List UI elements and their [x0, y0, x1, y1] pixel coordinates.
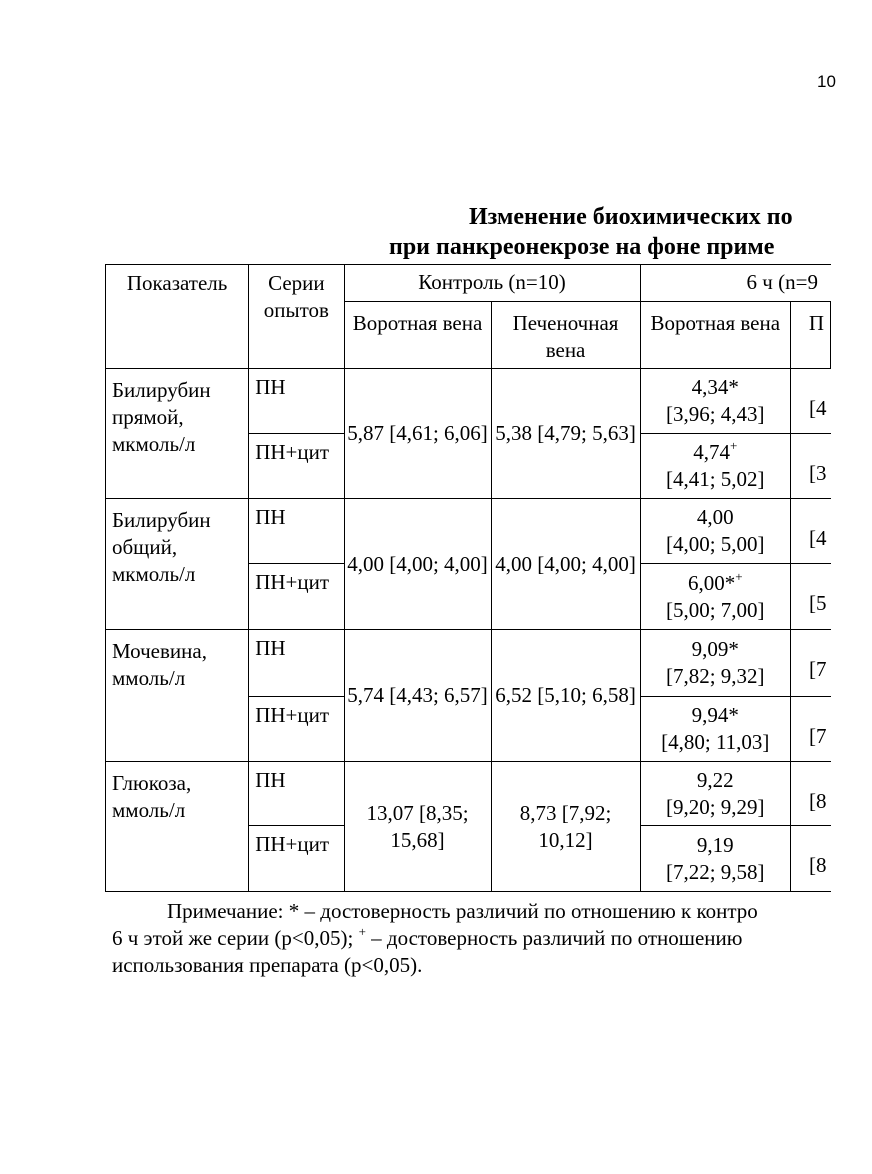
header-6h: 6 ч (n=9 [640, 265, 830, 302]
value: 9,19 [696, 832, 734, 857]
series-name: ПН [249, 630, 344, 697]
range: [4,43; 6,57] [389, 683, 488, 707]
indicator-cell: Билирубин прямой, мкмоль/л [106, 369, 249, 499]
value: 9,09* [691, 637, 739, 661]
6h-hepatic-value-clipped: [8 [791, 762, 831, 826]
range: [4,61; 6,06] [389, 421, 488, 445]
table-title-line-2: при панкреонекрозе на фоне приме [389, 234, 775, 260]
header-control: Контроль (n=10) [344, 265, 640, 302]
note-plus-symbol: + [358, 924, 366, 939]
6h-hepatic-value-clipped: [4 [791, 499, 831, 564]
page-number: 10 [817, 72, 836, 91]
indicator-cell: Глюкоза, ммоль/л [106, 762, 249, 892]
value: 9,22 [696, 767, 734, 792]
range: [4,00; 4,00] [389, 551, 488, 576]
note-line-3: использования препарата (p<0,05). [112, 953, 423, 977]
note-line-2 [112, 925, 872, 952]
6h-portal-value [640, 697, 790, 762]
control-portal-value [344, 499, 491, 630]
6h-portal-value [640, 762, 790, 826]
indicator-cell: Билирубин общий, мкмоль/л [106, 499, 249, 630]
range: [4,00; 4,00] [537, 551, 636, 576]
series-name: ПН [249, 369, 344, 434]
6h-portal-value [640, 434, 790, 499]
6h-hepatic-value-clipped: [7 [791, 630, 831, 697]
significance-plus: + [729, 438, 738, 453]
6h-hepatic-value-clipped: [5 [791, 564, 831, 630]
median: 6,52 [495, 683, 533, 707]
range: [5,00; 7,00] [665, 597, 765, 622]
series-name: ПН [249, 499, 344, 564]
range: [3,96; 4,43] [665, 402, 765, 426]
header-indicator: Показатель [106, 265, 249, 369]
median: 8,73 [519, 800, 557, 825]
6h-portal-value [640, 564, 790, 630]
series-name: ПН+цит [249, 564, 344, 630]
control-portal-value [344, 630, 491, 762]
note-line-1: Примечание: * – достоверность различий по отношению к контро [167, 899, 758, 923]
median: 5,74 [347, 683, 384, 707]
6h-portal-value [640, 499, 790, 564]
range: [7,82; 9,32] [665, 664, 765, 688]
median: 5,87 [347, 421, 384, 445]
6h-hepatic-value-clipped: [8 [791, 826, 831, 892]
control-hepatic-value [491, 762, 640, 892]
header-control-portal-vein: Воротная вена [344, 302, 491, 369]
6h-hepatic-value-clipped: [4 [791, 369, 831, 434]
header-series: Серии опытов [249, 265, 344, 369]
header-6h-portal-vein: Воротная вена [640, 302, 790, 369]
range: [4,41; 5,02] [665, 467, 765, 491]
biochemistry-table [105, 264, 831, 892]
note-text: 6 ч этой же серии (p<0,05); [112, 926, 359, 950]
range: [8,35; 15,68] [390, 800, 469, 852]
table-note [112, 898, 872, 979]
range: [4,80; 11,03] [661, 730, 770, 754]
6h-portal-value [640, 369, 790, 434]
series-name: ПН+цит [249, 697, 344, 762]
range: [4,00; 5,00] [665, 532, 765, 556]
control-portal-value [344, 369, 491, 499]
series-name: ПН+цит [249, 434, 344, 499]
significance-plus: + [735, 568, 743, 584]
6h-hepatic-value-clipped: [7 [791, 697, 831, 762]
median: 4,00 [347, 551, 384, 576]
median: 4,00 [495, 551, 533, 576]
range: [5,10; 6,58] [537, 683, 636, 707]
range: [7,22; 9,58] [665, 859, 765, 884]
control-hepatic-value [491, 499, 640, 630]
header-6h-hepatic-vein: П [791, 302, 831, 369]
series-name: ПН+цит [249, 826, 344, 892]
6h-portal-value [640, 630, 790, 697]
median: 13,07 [366, 800, 414, 825]
table-title-line-1: Изменение биохимических по [469, 204, 793, 230]
control-portal-value [344, 762, 491, 892]
value: 6,00* [687, 570, 736, 595]
indicator-cell: Мочевина, ммоль/л [106, 630, 249, 762]
6h-portal-value [640, 826, 790, 892]
value: 4,74 [693, 440, 730, 464]
range: [4,79; 5,63] [537, 421, 636, 445]
value: 9,94* [691, 703, 739, 727]
value: 4,34* [691, 375, 739, 399]
range: [9,20; 9,29] [665, 794, 765, 819]
header-control-hepatic-vein: Печеночная вена [491, 302, 640, 369]
range: [7,92; 10,12] [538, 800, 612, 852]
control-hepatic-value [491, 369, 640, 499]
6h-hepatic-value-clipped: [3 [791, 434, 831, 499]
control-hepatic-value [491, 630, 640, 762]
value: 4,00 [696, 505, 734, 529]
series-name: ПН [249, 762, 344, 826]
note-text: – достоверность различий по отношению [365, 926, 743, 950]
median: 5,38 [495, 421, 533, 445]
